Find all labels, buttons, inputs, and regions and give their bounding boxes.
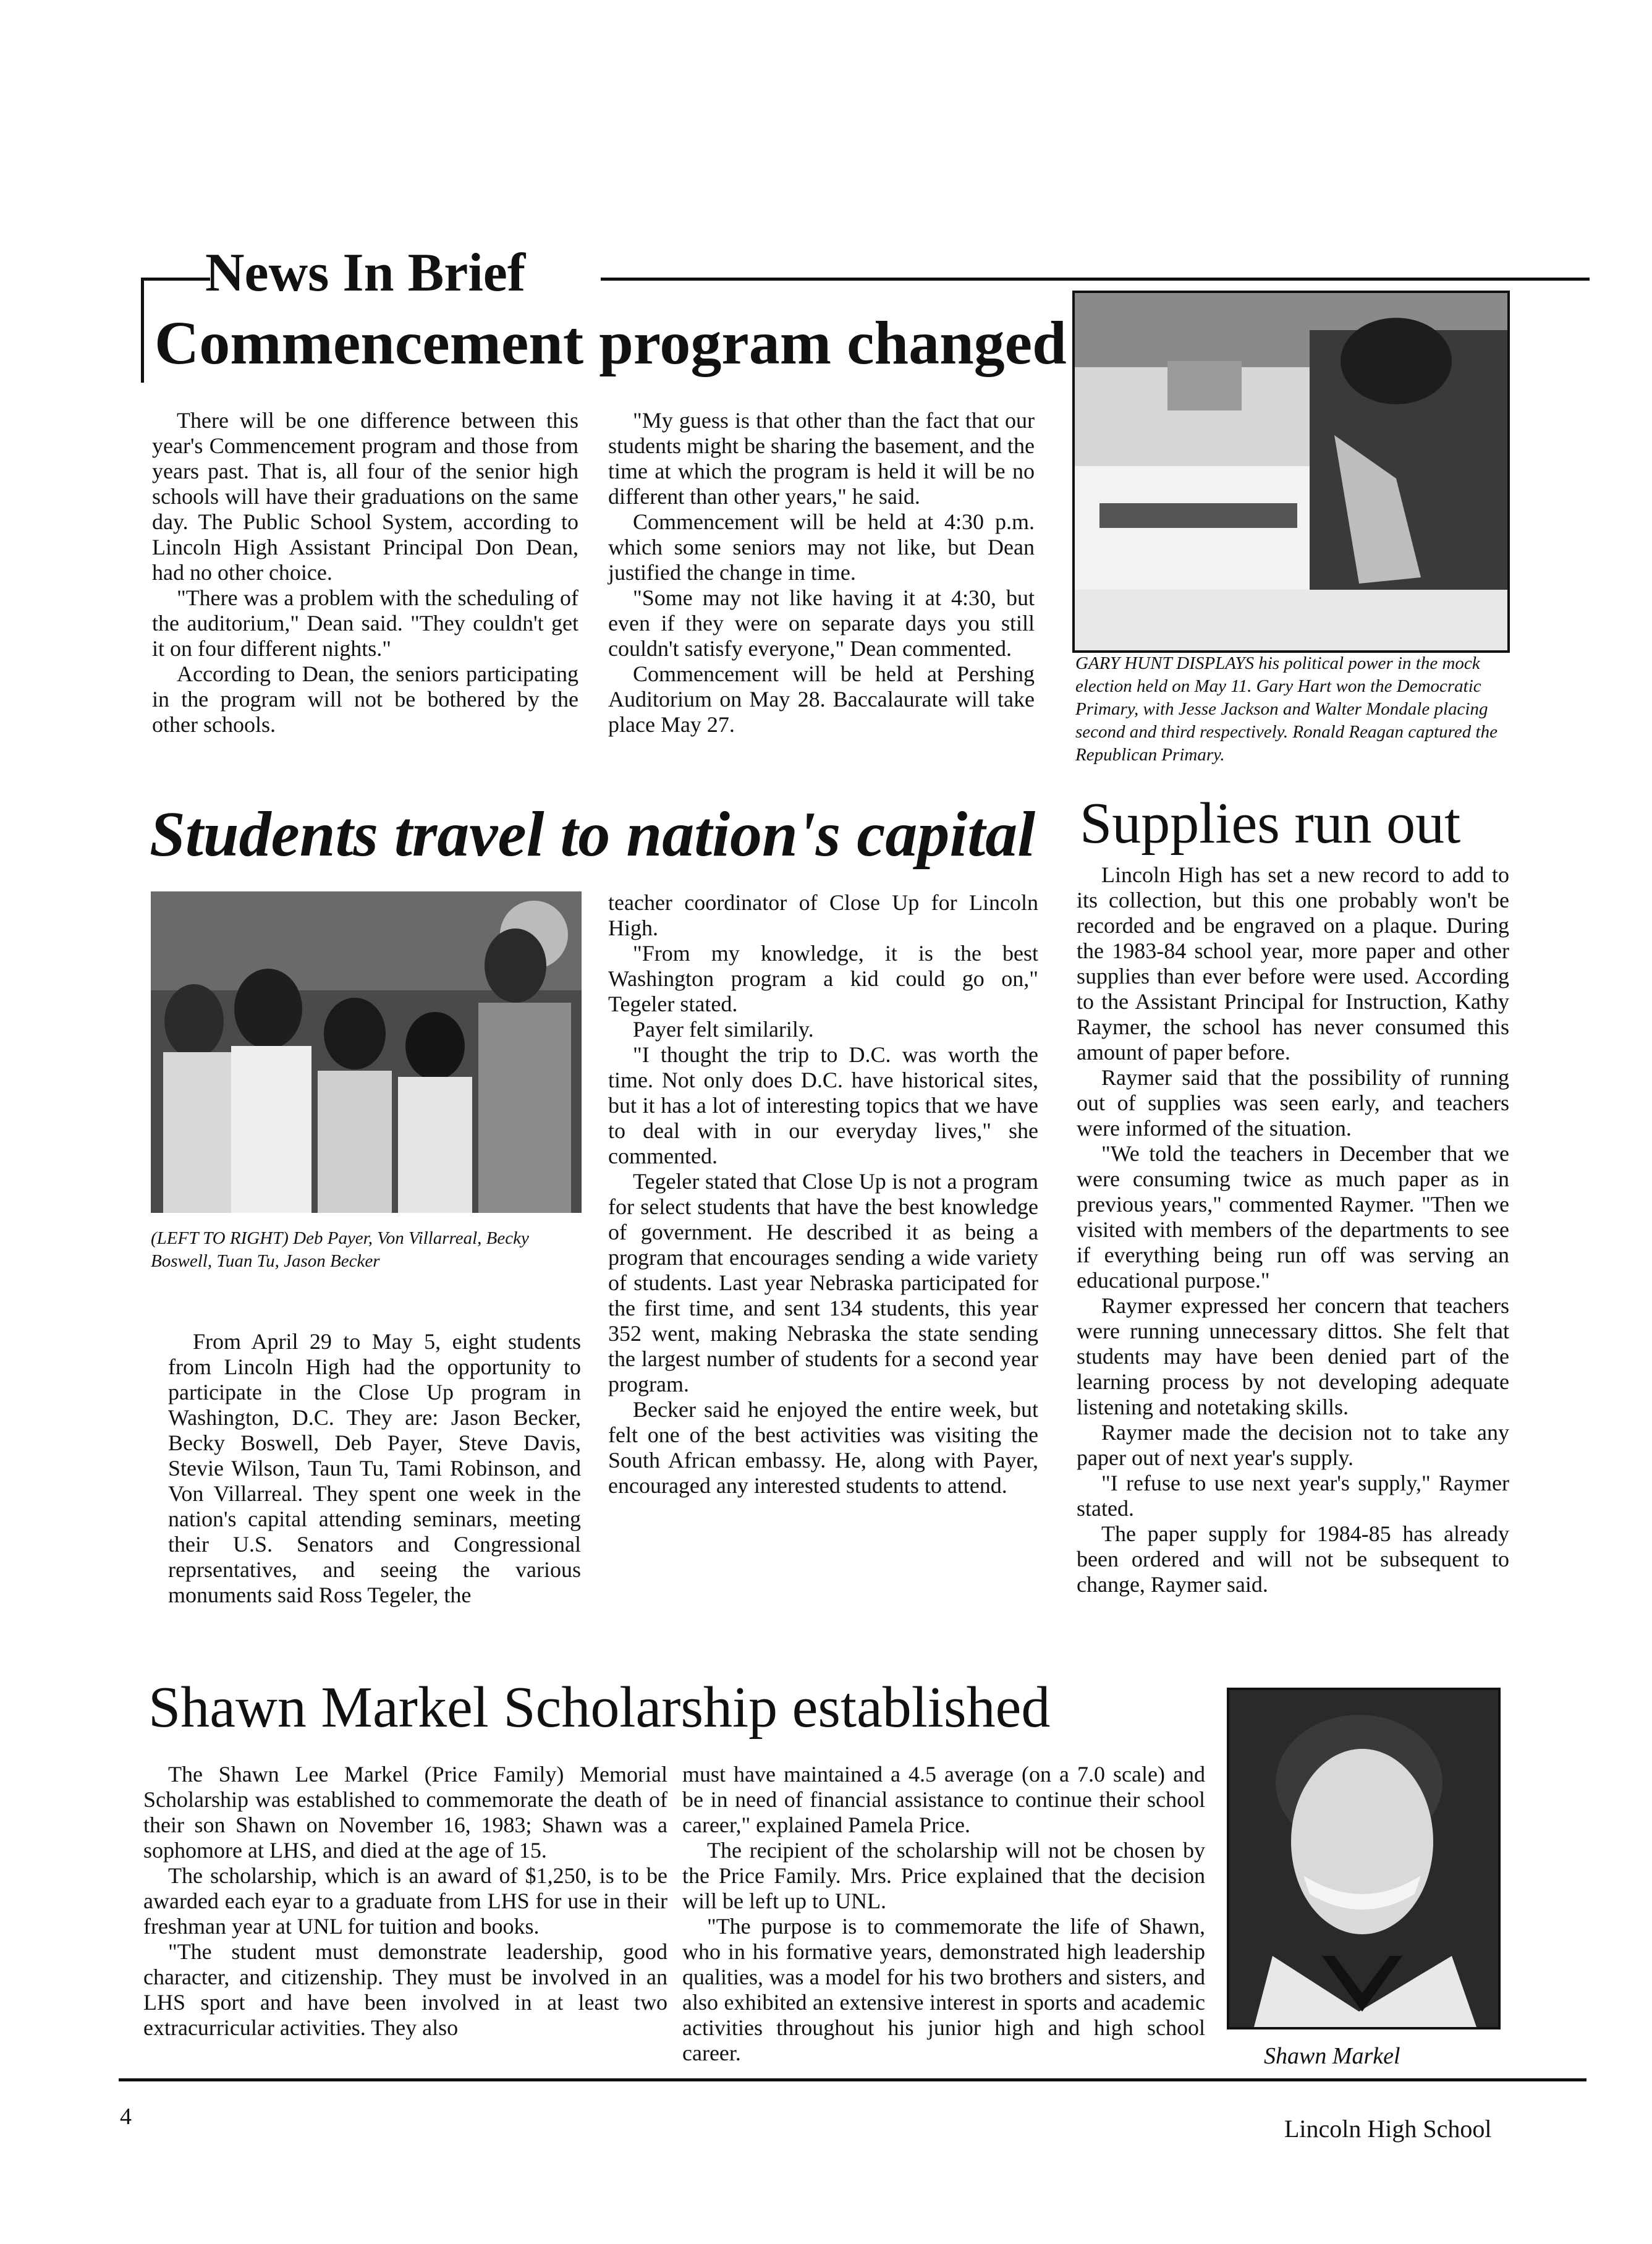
paragraph: Commencement will be held at 4:30 p.m. which some seniors may not like, but Dean justified the change in time. [608, 509, 1035, 585]
mock-election-caption: GARY HUNT DISPLAYS his political power in the mock election held on May 11. Gary Hart won the Democratic Primary, with Jesse Jackson and Walter Mondale placing second and third respectively. Ronald Reagan captured the Republican Primary. [1075, 653, 1497, 765]
paragraph: "We told the teachers in December that we were consuming twice as much paper as in previous years," commented Raymer. "Then we visited with members of the departments to see if everything being run off was serving an educational purpose." [1077, 1141, 1509, 1293]
paragraph: Becker said he enjoyed the entire week, but felt one of the best activities was visiting the South African embassy. He, along with Payer, encouraged any interested students to attend. [608, 1397, 1038, 1498]
paragraph: According to Dean, the seniors participating in the program will not be bothered by the other schools. [152, 661, 578, 737]
supplies-headline: Supplies run out [1080, 791, 1461, 856]
paragraph: Raymer said that the possibility of running out of supplies was seen early, and teachers were informed of the situation. [1077, 1065, 1509, 1141]
paragraph: Raymer made the decision not to take any paper out of next year's supply. [1077, 1420, 1509, 1470]
paragraph: From April 29 to May 5, eight students from Lincoln High had the opportunity to participate in the Close Up program in Washington, D.C. They are: Jason Becker, Becky Boswell, Deb Payer, Steve Davis, Stevie Wilson, Taun Tu, Tami Robinson, and Von Villarreal. They spent one week in the nation's capital attending seminars, meeting their U.S. Senators and Congressional reprsentatives, and seeing the various monuments said Ross Tegeler, the [168, 1329, 581, 1607]
left-border-rule [141, 278, 144, 383]
paragraph: The Shawn Lee Markel (Price Family) Memorial Scholarship was established to commemorate the death of their son Shawn on November 16, 1983; Shawn was a sophomore at LHS, and died at the age of 15. [143, 1762, 667, 1863]
page-number: 4 [120, 2104, 132, 2130]
section-title: News In Brief [205, 243, 526, 303]
paragraph: The scholarship, which is an award of $1,250, is to be awarded each eyar to a graduate from LHS for use in their freshman year at UNL for tuition and books. [143, 1863, 667, 1939]
students-photo [151, 891, 582, 1213]
paragraph: "I refuse to use next year's supply," Raymer stated. [1077, 1471, 1509, 1521]
supplies-col [1077, 862, 1509, 1597]
paragraph: The recipient of the scholarship will not be chosen by the Price Family. Mrs. Price explained that the decision will be left up to UNL. [682, 1838, 1205, 1913]
paragraph: "I thought the trip to D.C. was worth the time. Not only does D.C. have historical sites, but it has a lot of interesting topics that we have to deal with in our everyday lives," she commented. [608, 1042, 1038, 1168]
paragraph: "The student must demonstrate leadership, good character, and citizenship. They must be involved in an LHS sport and have been involved in at least two extracurricular activities. They also [143, 1939, 667, 2040]
paragraph: Payer felt similarily. [633, 1017, 814, 1042]
commencement-col-2 [608, 408, 1035, 737]
scholarship-col-2 [682, 1762, 1205, 2066]
paragraph: Tegeler stated that Close Up is not a program for select students that have the best knowledge of government. He described it as being a program that encourages sending a wide variety of students. Last year Nebraska participated for the first time, and sent 134 students, this year 352 went, making Nebraska the state sending the largest number of students for a second year program. [608, 1169, 1038, 1396]
commencement-headline: Commencement program changed [155, 308, 1067, 377]
paragraph: teacher coordinator of Close Up for Lincoln High. [608, 890, 1038, 940]
paragraph: There will be one difference between this year's Commencement program and those from years past. That is, all four of the senior high schools will have their graduations on the same day. The Public School System, according to Lincoln High Assistant Principal Don Dean, had no other choice. [152, 408, 578, 585]
paragraph: The paper supply for 1984-85 has already been ordered and will not be subsequent to change, Raymer said. [1077, 1521, 1509, 1597]
mock-election-photo [1072, 291, 1510, 653]
publication-name: Lincoln High School [1284, 2115, 1492, 2143]
header-right-rule [601, 278, 1590, 281]
paragraph: "The purpose is to commemorate the life of Shawn, who in his formative years, demonstrated high leadership qualities, was a model for his two brothers and sisters, and also exhibited an extensive interest in sports and academic activities throughout his junior high and high school career. [682, 1914, 1205, 2065]
travel-col-1 [168, 1329, 581, 1608]
shawn-markel-photo [1227, 1688, 1501, 2029]
students-photo-caption: (LEFT TO RIGHT) Deb Payer, Von Villarreal, Becky Boswell, Tuan Tu, Jason Becker [151, 1228, 529, 1271]
paragraph: "From my knowledge, it is the best Washington program a kid could go on," Tegeler stated. [608, 941, 1038, 1016]
scholarship-headline: Shawn Markel Scholarship established [148, 1675, 1051, 1740]
travel-col-2 [608, 890, 1038, 1498]
paragraph: Lincoln High has set a new record to add to its collection, but this one probably won't be recorded and be engraved on a plaque. During the 1983-84 school year, more paper and other supplies than ever before were used. According to the Assistant Principal for Instruction, Kathy Raymer, the school has never consumed this amount of paper before. [1077, 862, 1509, 1065]
paragraph: "My guess is that other than the fact that our students might be sharing the basement, and the time at which the program is held it will be no different than other years," he said. [608, 408, 1035, 509]
scholarship-col-1 [143, 1762, 667, 2041]
commencement-col-1 [152, 408, 578, 737]
paragraph: Raymer expressed her concern that teachers were running unnecessary dittos. She felt that students may have been denied part of the learning process by not developing adequate listening and notetaking skills. [1077, 1293, 1509, 1419]
travel-headline: Students travel to nation's capital [150, 799, 1036, 870]
shawn-markel-caption: Shawn Markel [1264, 2043, 1400, 2069]
paragraph: "Some may not like having it at 4:30, but even if they were on separate days you still couldn't satisfy everyone," Dean commented. [608, 585, 1035, 661]
paragraph: Commencement will be held at Pershing Auditorium on May 28. Baccalaurate will take place May 27. [608, 661, 1035, 737]
paragraph: must have maintained a 4.5 average (on a 7.0 scale) and be in need of financial assistance to continue their school career," explained Pamela Price. [682, 1762, 1205, 1837]
footer-rule [119, 2078, 1586, 2081]
paragraph: "There was a problem with the scheduling of the auditorium," Dean said. "They couldn't get it on four different nights." [152, 585, 578, 661]
header-left-rule [141, 278, 210, 281]
